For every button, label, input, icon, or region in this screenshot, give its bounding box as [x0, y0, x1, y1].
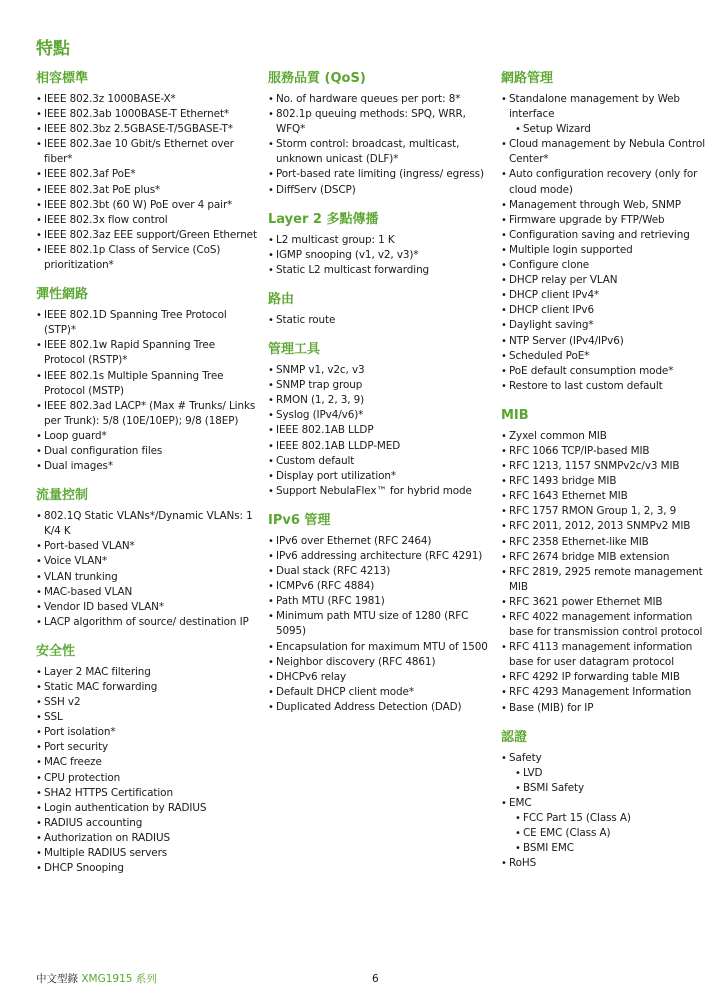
feature-item: [268, 685, 488, 700]
feature-item: [36, 695, 258, 710]
feature-item: [36, 861, 258, 876]
feature-list: [268, 363, 488, 499]
feature-item: [36, 680, 258, 695]
feature-item-text: RFC 2819, 2925 remote management MIB: [509, 565, 703, 593]
feature-item: [268, 564, 488, 579]
footer-model: XMG1915 系列: [81, 973, 157, 985]
feature-item: [268, 484, 488, 499]
feature-item-text: IEEE 802.3at PoE plus*: [44, 183, 161, 196]
feature-item-text: SHA2 HTTPS Certification: [44, 786, 173, 799]
feature-item: [501, 595, 719, 610]
feature-item-text: Safety: [509, 751, 542, 764]
feature-item-text: SNMP trap group: [276, 379, 363, 392]
feature-item-text: Port isolation*: [44, 726, 116, 739]
feature-item-text: RFC 1493 bridge MIB: [509, 475, 617, 488]
feature-item-text: DHCP relay per VLAN: [509, 274, 618, 287]
feature-item-text: Authorization on RADIUS: [44, 831, 171, 844]
feature-item-text: EMC: [509, 796, 532, 809]
feature-item-text: Port security: [44, 741, 109, 754]
feature-item: [36, 755, 258, 770]
feature-list: [501, 751, 719, 872]
feature-item: [501, 459, 719, 474]
feature-item-text: Management through Web, SNMP: [509, 198, 681, 211]
feature-item-text: Voice VLAN*: [44, 555, 108, 568]
feature-item: [501, 364, 719, 379]
feature-list: [501, 429, 719, 716]
feature-item: [501, 349, 719, 364]
page-title: 特點: [36, 39, 70, 59]
feature-item: [36, 459, 258, 474]
section-heading: 網路管理: [501, 71, 554, 86]
feature-item: [501, 288, 719, 303]
feature-item-text: Encapsulation for maximum MTU of 1500: [276, 640, 488, 653]
feature-item-text: Cloud management by Nebula Control Center*: [509, 138, 706, 166]
feature-item-text: IEEE 802.1AB LLDP: [276, 424, 374, 437]
feature-item-text: L2 multicast group: 1 K: [276, 233, 395, 246]
feature-item: [36, 771, 258, 786]
feature-item-text: IEEE 802.3af PoE*: [44, 168, 136, 181]
feature-item-text: PoE default consumption mode*: [509, 364, 674, 377]
feature-item-text: DHCPv6 relay: [276, 670, 347, 683]
feature-item: [501, 610, 719, 640]
feature-item-text: Configure clone: [509, 259, 590, 272]
feature-item-text: CPU protection: [44, 771, 121, 784]
feature-item-text: IEEE 802.1s Multiple Spanning Tree Protocol (MSTP): [44, 369, 224, 397]
feature-item: [36, 786, 258, 801]
feature-item-text: RFC 1066 TCP/IP-based MIB: [509, 444, 650, 457]
feature-item: [268, 579, 488, 594]
feature-item-text: VLAN trunking: [44, 570, 118, 583]
feature-item-text: Base (MIB) for IP: [509, 701, 594, 714]
feature-item: [268, 640, 488, 655]
feature-item-text: Multiple login supported: [509, 243, 633, 256]
feature-item: [501, 565, 719, 595]
feature-item-text: SSL: [44, 711, 63, 724]
feature-item: [36, 213, 258, 228]
feature-item: [268, 534, 488, 549]
feature-item: [501, 519, 719, 534]
footer-catalog-label: 中文型錄: [36, 973, 82, 985]
feature-section: [36, 643, 258, 876]
feature-list: [268, 233, 488, 278]
feature-item-text: Display port utilization*: [276, 469, 396, 482]
feature-item: [501, 92, 719, 137]
feature-sublist: [509, 811, 719, 856]
feature-item-text: MAC-based VLAN: [44, 585, 133, 598]
feature-item: [501, 856, 719, 871]
feature-item: [268, 609, 488, 639]
feature-item: [501, 379, 719, 394]
feature-item: [501, 198, 719, 213]
feature-item: [268, 700, 488, 715]
section-heading: 認證: [501, 729, 528, 745]
feature-item-text: IEEE 802.3bz 2.5GBASE-T/5GBASE-T*: [44, 123, 233, 136]
feature-item-text: IEEE 802.1w Rapid Spanning Tree Protocol (RSTP)*: [44, 339, 215, 367]
feature-item-text: Dual configuration files: [44, 444, 163, 457]
footer: [36, 972, 157, 986]
feature-item: [268, 549, 488, 564]
feature-item: [36, 92, 258, 107]
feature-item-text: Login authentication by RADIUS: [44, 801, 207, 814]
feature-item: [501, 670, 719, 685]
feature-item: [268, 363, 488, 378]
feature-item-text: IPv6 addressing architecture (RFC 4291): [276, 549, 483, 562]
feature-item-text: RFC 2358 Ethernet-like MIB: [509, 535, 649, 548]
feature-item-text: Dual images*: [44, 460, 113, 473]
feature-item-text: Syslog (IPv4/v6)*: [276, 409, 364, 422]
feature-list: [268, 313, 488, 328]
feature-item-text: Path MTU (RFC 1981): [276, 595, 385, 608]
feature-item-text: SSH v2: [44, 696, 81, 709]
feature-list: [501, 92, 719, 394]
feature-item-text: Vendor ID based VLAN*: [44, 600, 164, 613]
feature-item: [36, 585, 258, 600]
feature-item-text: Support NebulaFlex™ for hybrid mode: [276, 484, 472, 497]
feature-item: [36, 122, 258, 137]
feature-item-text: Storm control: broadcast, multicast, unknown unicast (DLF)*: [276, 138, 460, 166]
feature-section: [268, 512, 488, 715]
feature-item-text: Standalone management by Web interface: [509, 93, 680, 121]
feature-subitem: • Setup Wizard: [515, 122, 719, 137]
feature-item: [501, 504, 719, 519]
feature-item: [268, 408, 488, 423]
feature-item: [36, 710, 258, 725]
feature-item: [268, 594, 488, 609]
feature-item: [501, 751, 719, 796]
feature-item: [36, 429, 258, 444]
feature-item: [36, 198, 258, 213]
feature-subitem: • FCC Part 15 (Class A): [515, 811, 719, 826]
feature-section: [268, 70, 488, 198]
feature-item: [501, 334, 719, 349]
feature-item-text: MAC freeze: [44, 756, 102, 769]
feature-item: [36, 801, 258, 816]
feature-item-text: IEEE 802.3ab 1000BASE-T Ethernet*: [44, 108, 230, 121]
feature-item-text: RFC 2011, 2012, 2013 SNMPv2 MIB: [509, 520, 691, 533]
page-number: 6: [372, 973, 379, 985]
feature-item-text: Firmware upgrade by FTP/Web: [509, 213, 665, 226]
feature-item-text: Loop guard*: [44, 429, 107, 442]
feature-item-text: IEEE 802.1D Spanning Tree Protocol (STP)*: [44, 309, 227, 337]
feature-item: [268, 233, 488, 248]
feature-subitem: • BSMI Safety: [515, 781, 719, 796]
section-heading: 管理工具: [268, 342, 321, 358]
feature-item-text: RFC 4022 management information base for transmission control protocol: [509, 611, 703, 639]
feature-item-text: RFC 4292 IP forwarding table MIB: [509, 671, 680, 684]
feature-item-text: RMON (1, 2, 3, 9): [276, 394, 365, 407]
feature-item: [36, 369, 258, 399]
feature-section: [501, 407, 719, 716]
feature-item-text: IGMP snooping (v1, v2, v3)*: [276, 248, 419, 261]
feature-list: [268, 92, 488, 198]
feature-item: [501, 444, 719, 459]
feature-item-text: Static MAC forwarding: [44, 681, 158, 693]
feature-list: [36, 92, 258, 273]
feature-item: [268, 183, 488, 198]
feature-item-text: Configuration saving and retrieving: [509, 228, 690, 241]
feature-list: [268, 534, 488, 715]
feature-section: [501, 70, 719, 394]
feature-item-text: DHCP client IPv4*: [509, 289, 600, 302]
feature-item-text: Custom default: [276, 454, 355, 467]
feature-item: [501, 318, 719, 333]
feature-item: [501, 303, 719, 318]
feature-subitem: • BSMI EMC: [515, 841, 719, 856]
feature-item-text: IEEE 802.1p Class of Service (CoS) prioritization*: [44, 243, 221, 272]
feature-item-text: Port-based VLAN*: [44, 540, 135, 553]
feature-item-text: No. of hardware queues per port: 8*: [276, 93, 461, 105]
feature-item: [501, 167, 719, 197]
feature-item: [501, 258, 719, 273]
feature-sublist: [509, 122, 719, 137]
feature-item: [501, 550, 719, 565]
feature-subitem: • LVD: [515, 766, 719, 781]
feature-item: [501, 273, 719, 288]
column-3: [501, 70, 719, 884]
feature-item-text: Restore to last custom default: [509, 379, 663, 392]
section-heading: 流量控制: [36, 488, 89, 504]
feature-item: [268, 378, 488, 393]
feature-item-text: Daylight saving*: [509, 319, 594, 332]
feature-sublist: [509, 766, 719, 796]
feature-item: [501, 701, 719, 716]
feature-item-text: RADIUS accounting: [44, 816, 143, 829]
feature-item: [36, 615, 258, 630]
feature-item-text: RFC 1213, 1157 SNMPv2c/v3 MIB: [509, 460, 680, 473]
feature-item: [36, 444, 258, 459]
column-1: [36, 70, 258, 889]
feature-item-text: Layer 2 MAC filtering: [44, 665, 151, 678]
feature-section: [36, 70, 258, 273]
feature-item-text: Multiple RADIUS servers: [44, 847, 168, 860]
feature-item: [36, 183, 258, 198]
feature-item: [36, 831, 258, 846]
feature-item-text: IEEE 802.3az EEE support/Green Ethernet: [44, 228, 257, 241]
feature-item-text: LACP algorithm of source/ destination IP: [44, 615, 249, 628]
section-heading: 服務品質 (QoS): [268, 71, 366, 86]
feature-item-text: RFC 2674 bridge MIB extension: [509, 550, 670, 563]
feature-item: [36, 107, 258, 122]
feature-item: [268, 107, 488, 137]
feature-item-text: SNMP v1, v2c, v3: [276, 364, 365, 377]
feature-item: [501, 489, 719, 504]
feature-item-text: Neighbor discovery (RFC 4861): [276, 655, 436, 668]
feature-item-text: IEEE 802.3z 1000BASE-X*: [44, 93, 176, 105]
feature-item: [36, 509, 258, 539]
feature-item-text: Duplicated Address Detection (DAD): [276, 700, 462, 713]
feature-item-text: IPv6 over Ethernet (RFC 2464): [276, 534, 432, 547]
feature-item: [501, 243, 719, 258]
feature-item: [268, 167, 488, 182]
feature-item: [36, 308, 258, 338]
feature-item: [268, 454, 488, 469]
feature-item-text: IEEE 802.3ad LACP* (Max # Trunks/ Links per Trunk): 5/8 (10E/10EP); 9/8 (18EP): [44, 399, 256, 427]
feature-item-text: IEEE 802.1AB LLDP-MED: [276, 439, 401, 452]
feature-item-text: RFC 4113 management information base for user datagram protocol: [509, 641, 693, 669]
feature-section: [501, 729, 719, 872]
section-heading: 彈性網路: [36, 287, 89, 303]
feature-item-text: 802.1Q Static VLANs*/Dynamic VLANs: 1 K/4 K: [44, 510, 253, 538]
feature-item: [501, 429, 719, 444]
feature-item: [268, 423, 488, 438]
feature-item-text: Minimum path MTU size of 1280 (RFC 5095): [276, 610, 469, 638]
feature-item: [36, 816, 258, 831]
feature-item-text: RFC 4293 Management Information: [509, 686, 692, 699]
feature-item: [36, 243, 258, 273]
feature-item-text: Scheduled PoE*: [509, 349, 590, 362]
section-heading: Layer 2 多點傳播: [268, 211, 379, 227]
feature-item: [501, 796, 719, 856]
section-heading: IPv6 管理: [268, 512, 331, 528]
feature-section: [36, 487, 258, 630]
feature-item-text: RFC 1757 RMON Group 1, 2, 3, 9: [509, 505, 677, 518]
feature-section: [268, 291, 488, 328]
feature-item-text: 802.1p queuing methods: SPQ, WRR, WFQ*: [276, 108, 466, 136]
feature-item-text: DHCP Snooping: [44, 862, 124, 875]
feature-section: [268, 341, 488, 499]
feature-item-text: NTP Server (IPv4/IPv6): [509, 334, 624, 347]
feature-item-text: Port-based rate limiting (ingress/ egress): [276, 168, 484, 181]
feature-item: [36, 665, 258, 680]
feature-item: [501, 640, 719, 670]
column-2: [268, 70, 488, 728]
feature-item: [501, 535, 719, 550]
feature-item: [36, 846, 258, 861]
feature-item: [36, 740, 258, 755]
feature-item-text: Static L2 multicast forwarding: [276, 263, 430, 276]
feature-item: [501, 474, 719, 489]
feature-item: [36, 338, 258, 368]
feature-item: [36, 399, 258, 429]
feature-section: [36, 286, 258, 474]
feature-item: [268, 263, 488, 278]
feature-item-text: Zyxel common MIB: [509, 429, 607, 442]
feature-item-text: Dual stack (RFC 4213): [276, 565, 391, 578]
feature-item: [268, 670, 488, 685]
feature-item: [268, 439, 488, 454]
feature-item: [501, 228, 719, 243]
feature-item: [501, 685, 719, 700]
feature-subitem: • CE EMC (Class A): [515, 826, 719, 841]
feature-list: [36, 665, 258, 876]
section-heading: 相容標準: [36, 71, 89, 86]
feature-item: [268, 248, 488, 263]
feature-item-text: RoHS: [509, 857, 537, 870]
feature-item: [268, 137, 488, 167]
feature-item-text: RFC 1643 Ethernet MIB: [509, 490, 628, 503]
feature-item-text: ICMPv6 (RFC 4884): [276, 580, 375, 593]
section-heading: 路由: [268, 291, 295, 307]
section-heading: MIB: [501, 407, 529, 423]
section-heading: 安全性: [36, 643, 76, 659]
feature-item: [268, 469, 488, 484]
feature-item-text: Default DHCP client mode*: [276, 685, 414, 698]
feature-item-text: Auto configuration recovery (only for cloud mode): [509, 168, 698, 196]
feature-item: [36, 570, 258, 585]
feature-item: [36, 554, 258, 569]
feature-item: [268, 92, 488, 107]
feature-item: [268, 313, 488, 328]
feature-list: [36, 308, 258, 474]
feature-item: [501, 213, 719, 228]
feature-item: [501, 137, 719, 167]
feature-item: [36, 539, 258, 554]
feature-item-text: DiffServ (DSCP): [276, 183, 356, 196]
feature-item: [36, 167, 258, 182]
feature-item-text: IEEE 802.3x flow control: [44, 213, 168, 226]
feature-item: [36, 725, 258, 740]
feature-item: [36, 600, 258, 615]
feature-section: [268, 211, 488, 278]
feature-item-text: DHCP client IPv6: [509, 304, 594, 317]
feature-item-text: Static route: [276, 313, 336, 326]
feature-list: [36, 509, 258, 630]
feature-item-text: IEEE 802.3bt (60 W) PoE over 4 pair*: [44, 198, 233, 211]
feature-item-text: RFC 3621 power Ethernet MIB: [509, 595, 663, 608]
feature-item-text: IEEE 802.3ae 10 Gbit/s Ethernet over fiber*: [44, 138, 234, 166]
feature-item: [268, 393, 488, 408]
feature-item: [36, 137, 258, 167]
feature-item: [268, 655, 488, 670]
feature-item: [36, 228, 258, 243]
